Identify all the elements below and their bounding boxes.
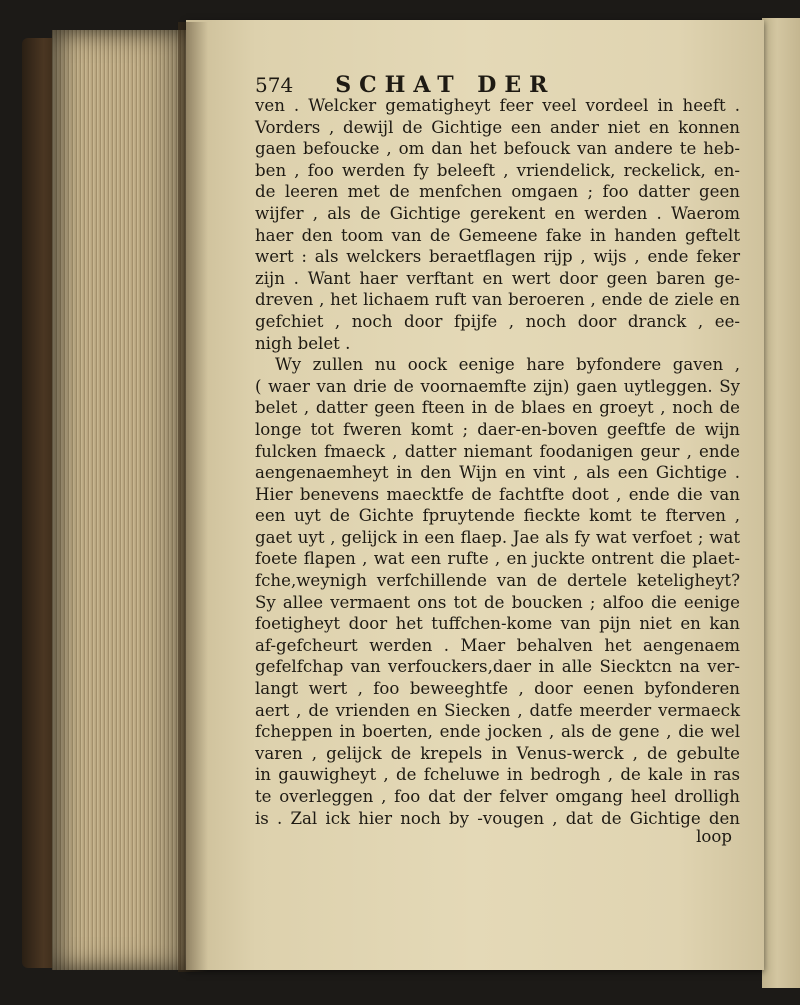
catchword: loop [696,827,732,847]
page-gutter [178,22,208,972]
text-line: dreven , het lichaem ruft van beroeren , ende de ziele en [255,290,740,310]
text-line: belet , datter geen fteen in de blaes en groeyt , noch de [255,398,740,418]
text-line: aengenaemheyt in den Wijn en vint , als een Gichtige . [255,463,740,483]
text-line: Sy allee vermaent ons tot de boucken ; alfoo die eenige [255,592,740,612]
text-line: gefelfchap van verfouckers,daer in alle Siecktcn na ver- [255,657,740,677]
body-text [255,95,740,829]
text-line: ben , foo werden fy beleeft , vriendelick, reckelick, en- [255,160,740,180]
text-line: foetigheyt door het tuffchen-kome van pijn niet en kan [255,614,740,634]
text-line: foete flapen , wat een rufte , en juckte ontrent die plaet- [255,549,740,569]
text-line: af-gefcheurt werden . Maer behalven het aengenaem [255,635,740,655]
text-line: ( waer van drie de voornaemfte zijn) gaen uytleggen. Sy [255,376,740,396]
text-line: is . Zal ick hier noch by -vougen , dat de Gichtige den [255,808,740,828]
text-line: varen , gelijck de krepels in Venus-werck , de gebulte [255,743,740,763]
text-line: longe tot fweren komt ; daer-en-boven geeftfe de wijn [255,419,740,439]
text-line: gefchiet , noch door fpijfe , noch door dranck , ee- [255,311,740,331]
page-number: 574 [255,73,294,97]
text-line: gaet uyt , gelijck in een flaep. Jae als fy wat verfoet ; wat [255,527,740,547]
text-line: fulcken fmaeck , datter niemant foodanigen geur , ende [255,441,740,461]
page-block-edges [52,30,192,970]
text-line: te overleggen , foo dat der felver omgang heel drolligh [255,787,740,806]
text-line: een uyt de Gichte fpruytende fieckte komt te fterven , [255,506,740,526]
text-line: wert : als welckers beraetflagen rijp , wijs , ende feker [255,247,740,267]
text-line: langt wert , foo beweeghtfe , door eenen byfonderen [255,679,740,699]
text-line: de leeren met de menfchen omgaen ; foo datter geen [255,182,740,202]
text-line: fche,weynigh verfchillende van de dertele keteligheyt? [255,571,740,591]
text-line: ven . Welcker gematigheyt feer veel vordeel in heeft . [255,96,740,115]
text-line: zijn . Want haer verftant en wert door geen baren ge- [255,268,740,288]
text-line: gaen befoucke , om dan het befouck van andere te heb- [255,139,740,159]
text-line: Wy zullen nu oock eenige hare byfondere gaven , [275,355,740,375]
text-line: wijfer , als de Gichtige gerekent en werden . Waerom [255,203,740,223]
facing-page-edge [762,18,800,988]
text-line: in gauwigheyt , de fcheluwe in bedrogh , de kale in ras [255,765,740,785]
text-line: nigh belet . [255,333,351,353]
running-head: SCHAT DER [335,72,556,98]
text-line: Hier benevens maecktfe de fachtfte doot , ende die van [255,484,740,504]
text-line: fcheppen in boerten, ende jocken , als de gene , die wel [255,722,740,742]
text-line: aert , de vrienden en Siecken , datfe meerder vermaeck [255,700,740,720]
text-line: Vorders , dewijl de Gichtige een ander niet en konnen [255,117,740,137]
text-line: haer den toom van de Gemeene fake in handen geftelt [255,225,740,245]
page-content [255,72,740,846]
